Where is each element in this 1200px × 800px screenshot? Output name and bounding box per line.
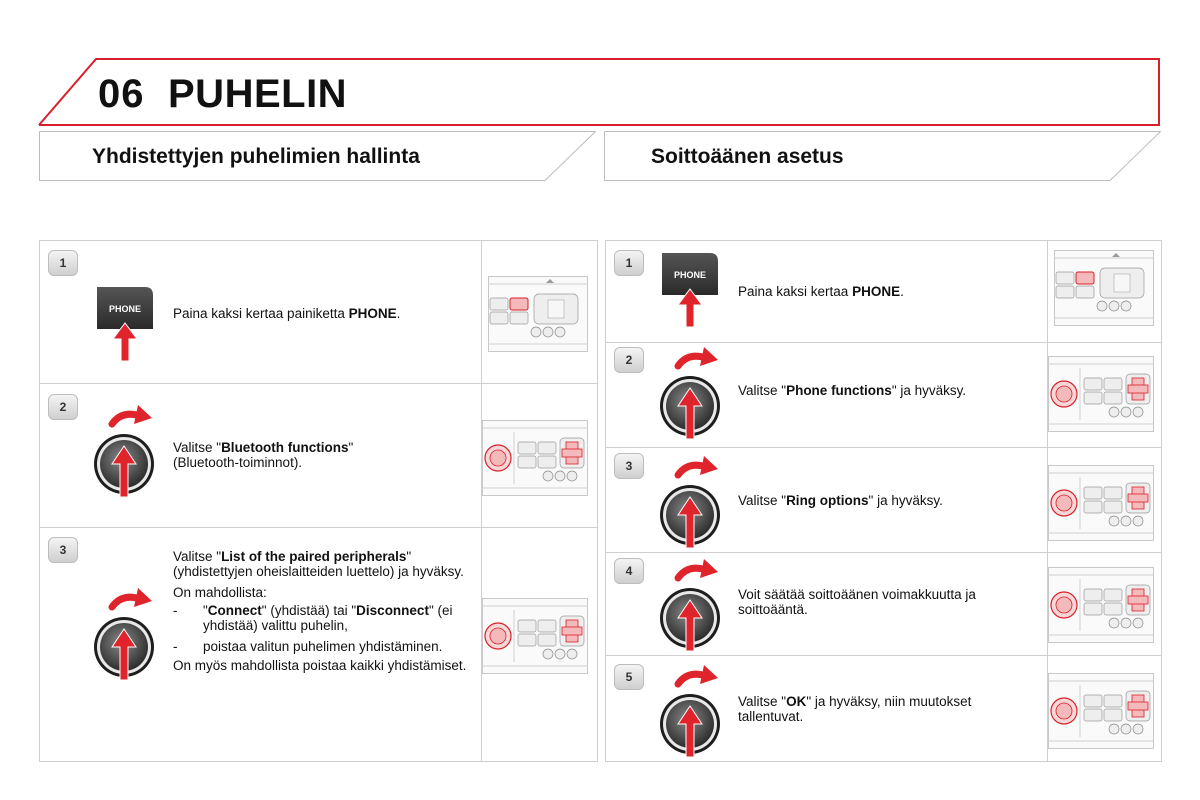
phone-button-icon <box>95 287 155 367</box>
rotary-dial-icon <box>658 556 722 652</box>
radio-panel-icon <box>1048 465 1154 541</box>
phone-button-icon <box>660 253 720 333</box>
step-number-badge: 3 <box>48 537 78 563</box>
rotary-dial-icon <box>658 453 722 554</box>
step-number-badge: 1 <box>48 250 78 276</box>
list-item: - poistaa valitun puhelimen yhdistäminen. <box>173 639 443 654</box>
radio-panel-icon <box>1048 567 1154 643</box>
step-number-badge: 5 <box>614 664 644 690</box>
step-number-badge: 2 <box>48 394 78 420</box>
list-item: - "Connect" (yhdistää) tai "Disconnect" (ei yhdistää) valittu puhelin, <box>173 603 453 633</box>
chapter-number: 06 <box>98 72 145 116</box>
radio-panel-icon <box>482 420 588 496</box>
radio-panel-icon <box>1054 250 1154 326</box>
step-instruction: Valitse "List of the paired peripherals" (yhdistettyjen oheislaitteiden luettelo) ja hyväksy. <box>173 549 464 579</box>
rotary-dial-icon <box>658 662 722 758</box>
radio-panel-illustration <box>482 598 588 679</box>
radio-panel-illustration <box>1048 673 1154 754</box>
step-number-badge: 4 <box>614 558 644 584</box>
radio-panel-illustration <box>1048 356 1154 437</box>
step-instruction: Paina kaksi kertaa painiketta PHONE. <box>173 306 401 321</box>
step-number-badge: 3 <box>614 453 644 479</box>
svg-text:PHONE: PHONE <box>673 270 707 280</box>
section-title-left: Yhdistettyjen puhelimien hallinta <box>92 145 420 168</box>
step-instruction: Valitse "Bluetooth functions" (Bluetooth-toiminnot). <box>173 440 354 470</box>
rotary-dial-icon <box>658 344 722 440</box>
rotary-dial-icon <box>92 585 156 686</box>
step-instruction-block <box>173 549 468 673</box>
rotary-dial-icon <box>92 402 156 498</box>
radio-panel-icon <box>1048 356 1154 432</box>
chapter-title: PUHELIN <box>168 72 348 116</box>
radio-panel-icon <box>1048 673 1154 749</box>
rotary-dial-icon <box>658 453 722 549</box>
radio-panel-illustration <box>488 276 588 357</box>
step-number-badge: 1 <box>614 250 644 276</box>
rotary-dial-icon <box>658 662 722 763</box>
radio-panel-illustration <box>1048 567 1154 648</box>
step-instruction: Voit säätää soittoäänen voimakkuutta ja soittoääntä. <box>738 587 976 617</box>
rotary-dial-icon <box>658 556 722 657</box>
rotary-dial-icon <box>92 402 156 503</box>
radio-panel-icon <box>482 598 588 674</box>
step-number-badge: 2 <box>614 347 644 373</box>
phone-button-icon <box>660 253 720 328</box>
phone-button-icon <box>95 287 155 362</box>
rotary-dial-icon <box>658 344 722 445</box>
step-instruction: Valitse "OK" ja hyväksy, niin muutokset tallentuvat. <box>738 694 972 724</box>
section-title-right: Soittoäänen asetus <box>651 145 844 168</box>
radio-panel-icon <box>488 276 588 352</box>
radio-panel-illustration <box>1048 465 1154 546</box>
radio-panel-illustration <box>1054 250 1154 331</box>
step-note: On mahdollista: <box>173 585 267 600</box>
radio-panel-illustration <box>482 420 588 501</box>
step-instruction: Valitse "Ring options" ja hyväksy. <box>738 493 943 508</box>
step-instruction: Paina kaksi kertaa PHONE. <box>738 284 904 299</box>
step-instruction: Valitse "Phone functions" ja hyväksy. <box>738 383 967 398</box>
list-item-text: poistaa valitun puhelimen yhdistäminen. <box>203 639 443 654</box>
list-item-text: "Connect" (yhdistää) tai "Disconnect" (ei yhdistää) valittu puhelin, <box>203 603 453 633</box>
bullet-list <box>173 603 468 654</box>
step-note: On myös mahdollista poistaa kaikki yhdistämiset. <box>173 658 467 673</box>
svg-text:PHONE: PHONE <box>108 304 142 314</box>
rotary-dial-icon <box>92 585 156 681</box>
